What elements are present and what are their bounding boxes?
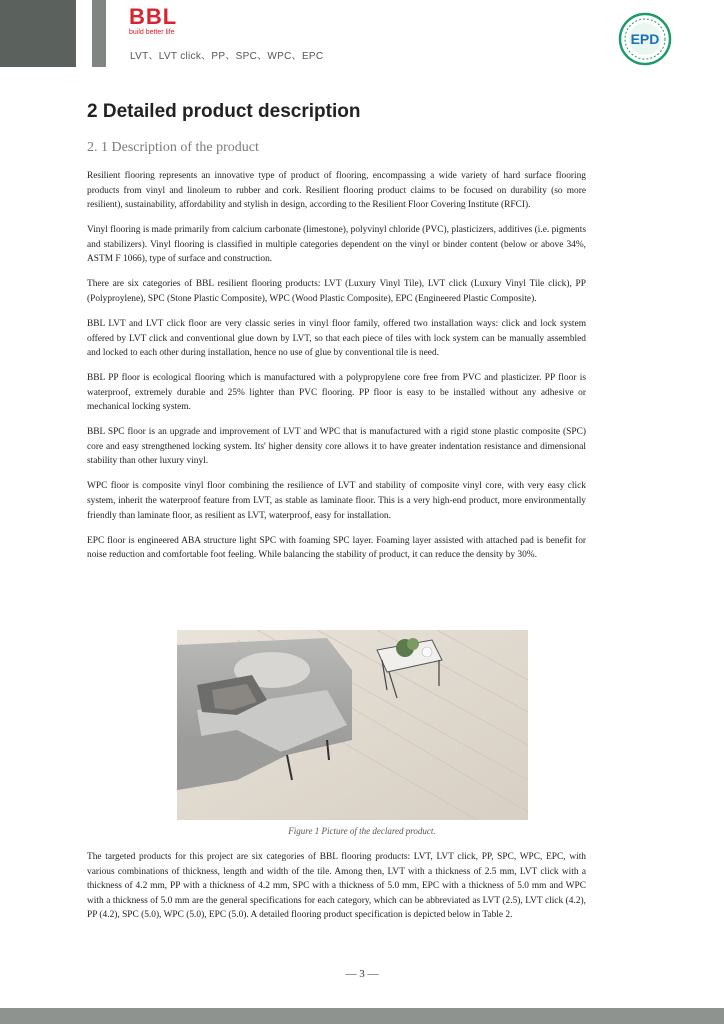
footer-bar <box>0 1008 724 1024</box>
closing-body <box>87 850 586 923</box>
section-title: 2 Detailed product description <box>87 101 361 122</box>
paragraph: Vinyl flooring is made primarily from calcium carbonate (limestone), polyvinyl chloride (PVC), plasticizers, additives (i.e. pigments and stabilizers). Vinyl flooring is classified in multiple categories dependent on the vinyl or binder content (below or above 34%, ASTM F 1066), type of surface and construction. <box>87 225 586 265</box>
logo-text: BBL <box>129 4 178 29</box>
badge-label: EPD <box>630 31 660 47</box>
paragraph: BBL SPC floor is an upgrade and improvement of LVT and WPC that is manufactured with a rigid stone plastic composite (SPC) core and easy strengthened locking system. Its' higher density core allows it to have greater indentation resistance and dimensional stability than other luxury vinyl. <box>87 427 586 467</box>
header-light-bar <box>92 0 106 67</box>
paragraph: Resilient flooring represents an innovative type of product of flooring, encompassing a wide variety of hard surface flooring products from vinyl and linoleum to rubber and cork. Resilient flooring product claims to be focused on durability (so more resilient), sustainability, affordability and stylish in design, according to the Resilient Floor Covering Institute (RFCI). <box>87 171 586 211</box>
epd-badge-icon <box>618 12 672 66</box>
bbl-logo <box>129 5 177 37</box>
header-dark-bar <box>0 0 76 67</box>
header-subtitle: LVT、LVT click、PP、SPC、WPC、EPC <box>130 51 324 62</box>
figure-caption: Figure 1 Picture of the declared product. <box>288 826 436 836</box>
page-number: — 3 — <box>345 968 379 980</box>
paragraph: BBL PP floor is ecological flooring which is manufactured with a polypropylene core free from PVC and plasticizer. PP floor is waterproof, extremely durable and 25% lighter than PVC flooring. PP floor is easy to be installed without any adhesive or mechanical locking system. <box>87 373 586 413</box>
paragraph: BBL LVT and LVT click floor are very classic series in vinyl floor family, offered two installation ways: click and lock system offered by LVT click and conventional glue down by LVT, so that each piece of tiles with lock system can be manually assembled and locked to each other during installation, hence no use of glue by conventional tile is need. <box>87 318 586 359</box>
logo-tagline: build better life <box>129 29 175 36</box>
paragraph: There are six categories of BBL resilient flooring products: LVT (Luxury Vinyl Tile), LVT click (Luxury Vinyl Tile click), PP (Polyproylene), SPC (Stone Plastic Composite), WPC (Wood Plastic Composite), EPC (Engineered Plastic Composite). <box>87 279 586 304</box>
paragraph: WPC floor is composite vinyl floor combining the resilience of LVT and stability of composite vinyl core, with very easy click system, inherit the waterproof feature from LVT, as stable as laminate floor. This is a very high-end product, more environmentally friendly than laminate floor, as resilient as LVT, waterproof, easy for installation. <box>87 481 586 521</box>
product-photo <box>177 630 528 820</box>
paragraph: The targeted products for this project are six categories of BBL flooring products: LVT, LVT click, PP, SPC, WPC, EPC, with various combinations of thickness, length and width of the tile. Among then, LVT with a thickness of 2.5 mm, LVT click with a thickness of 4.2 mm, PP with a thickness of 4.2 mm, SPC with a thickness of 5.0 mm, EPC with a thickness of 5.0 mm and WPC with a thickness of 5.0 mm are the general specifications for each category, which can be abbreviated as LVT (2.5), LVT click (4.2), PP (4.2), SPC (5.0), WPC (5.0), EPC (5.0). A detailed flooring product specification is depicted below in Table 2. <box>87 852 586 921</box>
paragraph: EPC floor is engineered ABA structure light SPC with foaming SPC layer. Foaming layer assisted with attached pad is benefit for noise reduction and comfortable foot feeling. While balancing the stability of product, it can reduce the density by 30%. <box>87 535 586 561</box>
description-body <box>87 169 586 573</box>
subsection-title: 2. 1 Description of the product <box>87 140 259 155</box>
